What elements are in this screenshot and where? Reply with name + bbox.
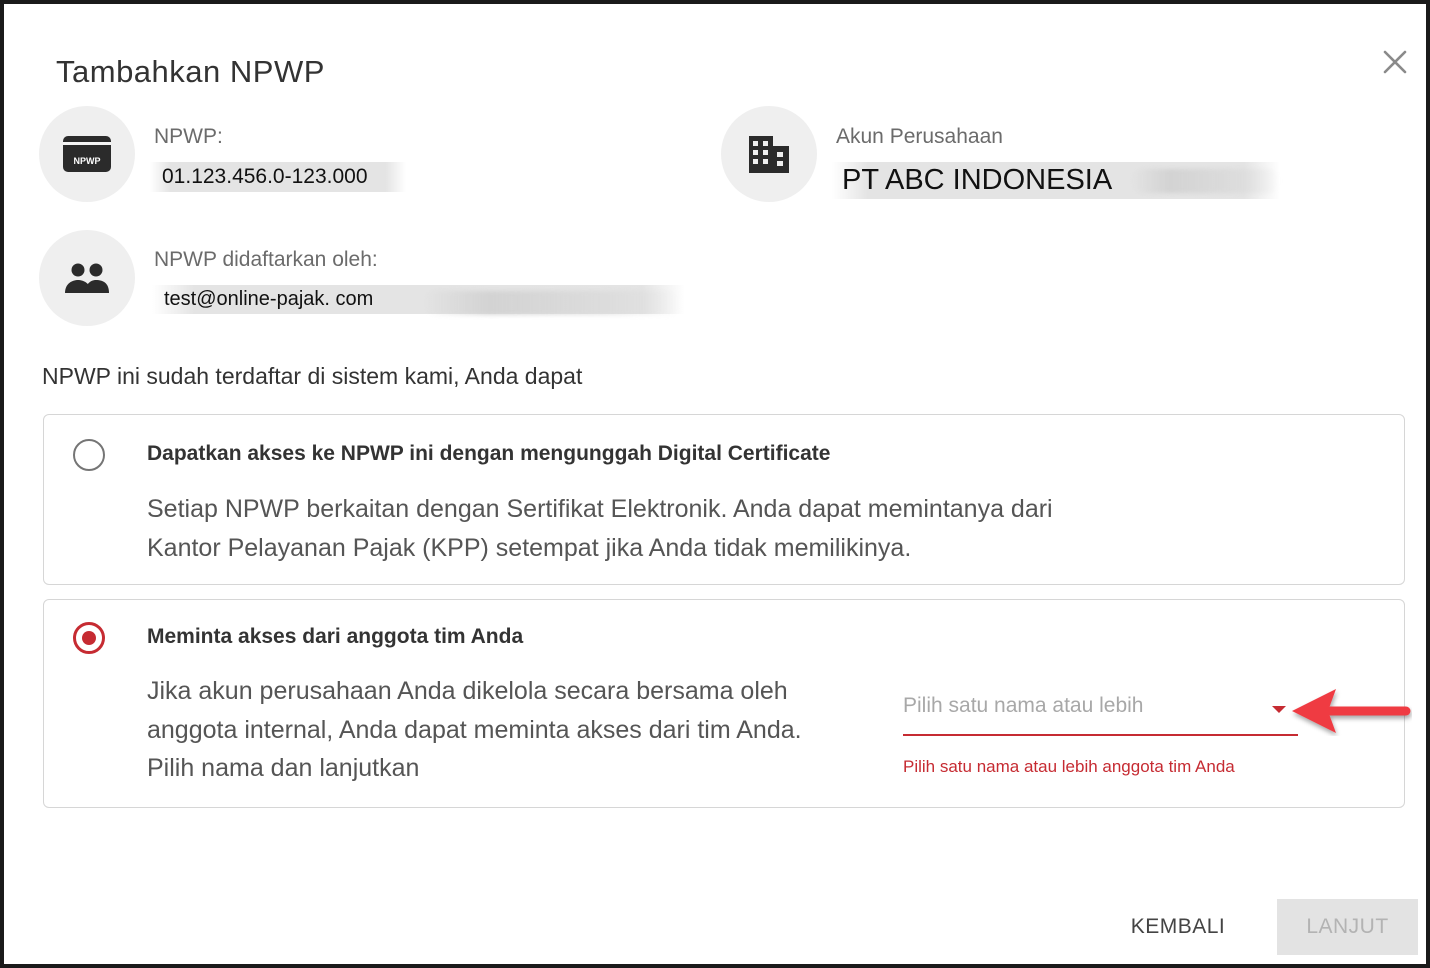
prompt-text: NPWP ini sudah terdaftar di sistem kami, Anda dapat <box>42 363 583 389</box>
option-description-line: Jika akun perusahaan Anda dikelola secara bersama oleh <box>147 677 788 705</box>
radio-upload-certificate[interactable] <box>73 439 105 471</box>
team-member-select-error: Pilih satu nama atau lebih anggota tim Anda <box>903 757 1235 776</box>
team-member-select[interactable] <box>903 686 1298 736</box>
company-value: PT ABC INDONESIA <box>832 162 1280 199</box>
company-label: Akun Perusahaan <box>836 125 1003 148</box>
caret-down-icon[interactable] <box>1272 706 1286 713</box>
option-description <box>147 490 1053 567</box>
npwp-value: 01.123.456.0-123.000 <box>150 162 406 192</box>
option-title: Dapatkan akses ke NPWP ini dengan mengunggah Digital Certificate <box>147 442 831 465</box>
option-request-team-access[interactable] <box>43 599 1405 808</box>
company-redaction <box>1132 169 1280 193</box>
building-icon <box>746 133 792 175</box>
company-avatar <box>721 106 817 202</box>
back-button[interactable]: KEMBALI <box>1130 915 1226 938</box>
option-description-line: anggota internal, Anda dapat meminta akses dari tim Anda. <box>147 715 802 744</box>
registered-by-value: test@online-pajak. com <box>152 285 685 314</box>
npwp-card-text: NPWP <box>73 156 101 166</box>
option-description-line: Pilih nama dan lanjutkan <box>147 754 420 782</box>
people-avatar <box>39 230 135 326</box>
people-icon <box>63 261 111 295</box>
registered-by-redaction <box>424 291 682 315</box>
registered-by-label: NPWP didaftarkan oleh: <box>154 248 378 271</box>
npwp-avatar <box>39 106 135 202</box>
next-button[interactable]: LANJUT <box>1277 899 1418 955</box>
option-title: Meminta akses dari anggota tim Anda <box>147 625 524 648</box>
radio-request-team-access[interactable] <box>73 622 105 654</box>
annotation-arrow-icon <box>1286 684 1412 736</box>
npwp-label: NPWP: <box>154 125 223 148</box>
option-description <box>147 672 802 788</box>
dialog-title: Tambahkan NPWP <box>56 54 325 89</box>
option-description-line: Setiap NPWP berkaitan dengan Sertifikat Elektronik. Anda dapat memintanya dari <box>147 495 1053 523</box>
team-member-select-placeholder: Pilih satu nama atau lebih <box>903 694 1144 717</box>
option-description-line: Kantor Pelayanan Pajak (KPP) setempat jika Anda tidak memilikinya. <box>147 533 912 562</box>
npwp-card-icon <box>61 134 113 174</box>
option-upload-certificate[interactable] <box>43 414 1405 585</box>
close-icon[interactable] <box>1377 44 1413 80</box>
